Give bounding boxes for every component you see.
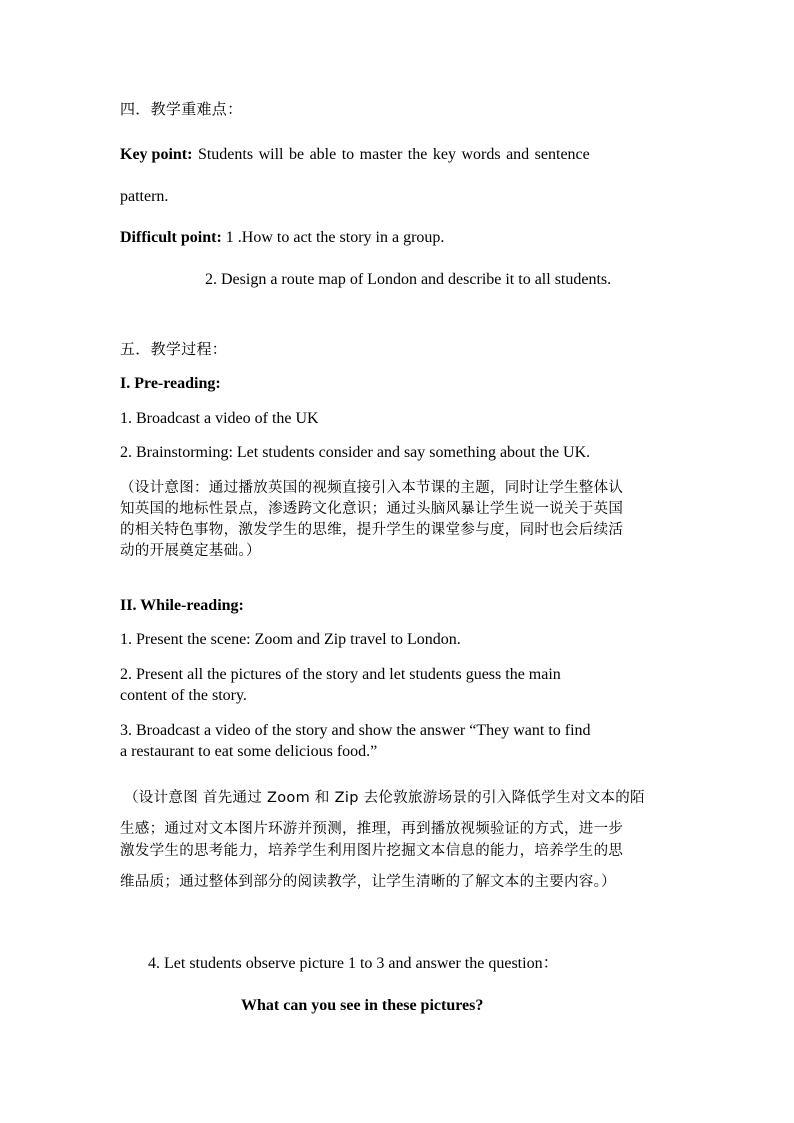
while-reading-heading: II. While-reading: [120, 597, 244, 614]
key-point-text-continued: pattern. [120, 188, 169, 205]
difficult-point-item-2: 2. Design a route map of London and describe it to all students. [205, 271, 612, 288]
difficult-point-item-1: 1 .How to act the story in a group. [221, 229, 445, 246]
note-line: 维品质；通过整体到部分的阅读教学，让学生清晰的了解文本的主要内容。） [120, 874, 616, 890]
while-reading-item-4: 4. Let students observe picture 1 to 3 and answer the question： [148, 955, 559, 972]
section-heading-4: 四．教学重难点： [120, 100, 243, 118]
key-point-label: Key point: [120, 146, 193, 163]
key-point-text: Students will be able to master the key words and sentence [192, 146, 590, 163]
note-line: （设计意图：通过播放英国的视频直接引入本节课的主题，同时让学生整体认 [120, 480, 624, 496]
difficult-point-label: Difficult point: [120, 229, 222, 246]
key-point-line [120, 145, 590, 165]
pre-reading-item-1: 1. Broadcast a video of the UK [120, 410, 319, 427]
note-line: 的相关特色事物，激发学生的思维，提升学生的课堂参与度，同时也会后续活 [120, 522, 624, 538]
while-reading-item-2: 2. Present all the pictures of the story and let students guess the main [120, 666, 561, 683]
pre-reading-heading: I. Pre-reading: [120, 375, 221, 392]
note-line: 生感；通过对文本图片环游并预测，推理，再到播放视频验证的方式，进一步 [120, 821, 624, 837]
while-reading-item-3-continued: a restaurant to eat some delicious food.” [120, 743, 378, 760]
question-text: What can you see in these pictures? [241, 997, 484, 1014]
note-line: 知英国的地标性景点，渗透跨文化意识；通过头脑风暴让学生说一说关于英国 [120, 501, 624, 517]
pre-reading-item-2: 2. Brainstorming: Let students consider and say something about the UK. [120, 444, 591, 461]
while-reading-item-3: 3. Broadcast a video of the story and show the answer “They want to find [120, 722, 591, 739]
note-line: （设计意图 首先通过 Zoom 和 Zip 去伦敦旅游场景的引入降低学生对文本的陌 [124, 790, 645, 806]
note-line: 激发学生的思考能力，培养学生利用图片挖掘文本信息的能力，培养学生的思 [120, 843, 624, 859]
while-reading-item-2-continued: content of the story. [120, 687, 247, 704]
while-reading-item-1: 1. Present the scene: Zoom and Zip travel to London. [120, 631, 461, 648]
section-heading-5: 五．教学过程： [120, 340, 228, 358]
difficult-point-line [120, 228, 444, 248]
note-line: 动的开展奠定基础。） [120, 543, 261, 559]
